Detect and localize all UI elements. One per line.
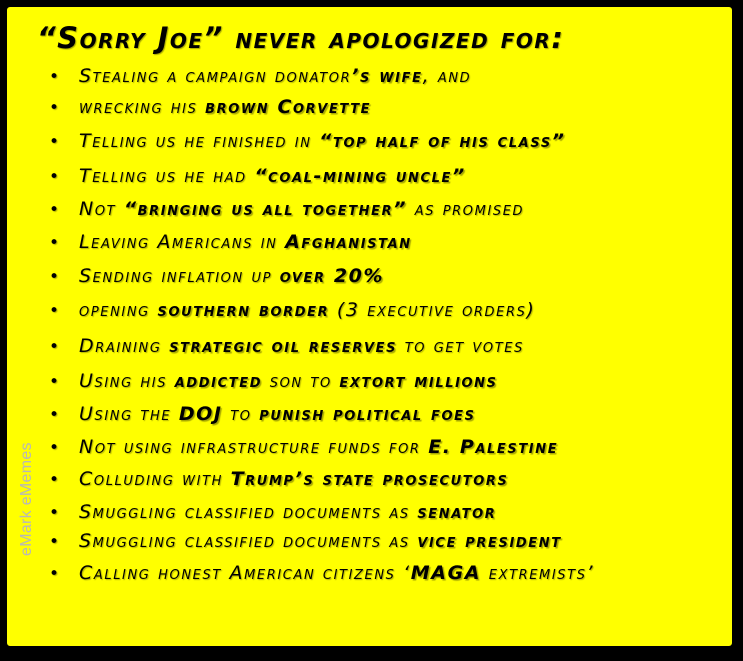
emphasis-text: senator (417, 501, 497, 523)
item-text: son to (262, 370, 340, 392)
bullet-icon: • (49, 503, 61, 523)
list-item (27, 403, 476, 425)
list-item (27, 335, 524, 357)
list-item (27, 65, 471, 87)
bullet-icon: • (49, 301, 61, 321)
list-item (27, 130, 566, 152)
item-text: wrecking his (79, 96, 206, 118)
list-item (27, 96, 371, 118)
list-item (27, 370, 498, 392)
list-item (27, 562, 594, 584)
bullet-icon: • (49, 233, 61, 253)
item-text: Not using infrastructure funds for (79, 436, 429, 458)
item-text: to get votes (397, 335, 524, 357)
item-text: as promised (407, 198, 525, 220)
item-text: opening (79, 299, 158, 321)
item-text: Telling us he finished in (79, 130, 320, 152)
list-item (27, 501, 496, 523)
emphasis-text: extort millions (339, 370, 498, 392)
bullet-icon: • (49, 337, 61, 357)
emphasis-text: “bringing us all together” (123, 198, 408, 220)
item-text: Using the (79, 403, 179, 425)
bullet-icon: • (49, 267, 61, 287)
emphasis-text: ’s wife (351, 65, 423, 87)
item-text: Smuggling classified documents as (79, 530, 418, 552)
bullet-icon: • (49, 372, 61, 392)
item-text: Calling honest American citizens ‘ (79, 562, 411, 584)
item-text: Not (79, 198, 124, 220)
emphasis-text: strategic oil reserves (169, 335, 398, 357)
emphasis-text: Trump’s state prosecutors (230, 468, 509, 490)
item-text: Draining (79, 335, 170, 357)
bullet-icon: • (49, 405, 61, 425)
emphasis-text: MAGA (410, 562, 482, 584)
emphasis-text: addicted (174, 370, 263, 392)
item-text: Sending inflation up (79, 265, 280, 287)
list-item (27, 231, 412, 253)
list-item (27, 436, 558, 458)
emphasis-text: DOJ (178, 403, 223, 425)
emphasis-text: E. Palestine (428, 436, 559, 458)
bullet-icon: • (49, 470, 61, 490)
title: “Sorry Joe” never apologized for: (37, 21, 565, 55)
watermark: eMark eMemes (18, 442, 35, 556)
emphasis-text: “coal-mining uncle” (254, 165, 466, 187)
emphasis-text: Afghanistan (285, 231, 412, 253)
bullet-icon: • (49, 564, 61, 584)
emphasis-text: punish political foes (259, 403, 476, 425)
bullet-icon: • (49, 167, 61, 187)
item-text: to (222, 403, 260, 425)
list-item (27, 530, 562, 552)
bullet-icon: • (49, 532, 61, 552)
list-item (27, 165, 466, 187)
emphasis-text: vice president (417, 530, 562, 552)
meme-panel (4, 4, 735, 649)
item-text: Telling us he had (79, 165, 255, 187)
emphasis-text: over 20% (279, 265, 385, 287)
item-text: (3 executive orders) (329, 299, 536, 321)
item-text: Stealing a campaign donator (79, 65, 352, 87)
item-text: Colluding with (79, 468, 231, 490)
emphasis-text: southern border (157, 299, 330, 321)
item-text: , and (422, 65, 472, 87)
list-item (27, 299, 535, 321)
item-text: Smuggling classified documents as (79, 501, 418, 523)
bullet-icon: • (49, 98, 61, 118)
bullet-icon: • (49, 200, 61, 220)
item-text: extremists’ (481, 562, 595, 584)
item-text: Leaving Americans in (79, 231, 286, 253)
bullet-icon: • (49, 438, 61, 458)
emphasis-text: brown Corvette (205, 96, 372, 118)
item-text: Using his (79, 370, 175, 392)
bullet-icon: • (49, 132, 61, 152)
list-item (27, 198, 524, 220)
list-item (27, 265, 384, 287)
emphasis-text: “top half of his class” (319, 130, 566, 152)
bullet-icon: • (49, 67, 61, 87)
list-item (27, 468, 508, 490)
